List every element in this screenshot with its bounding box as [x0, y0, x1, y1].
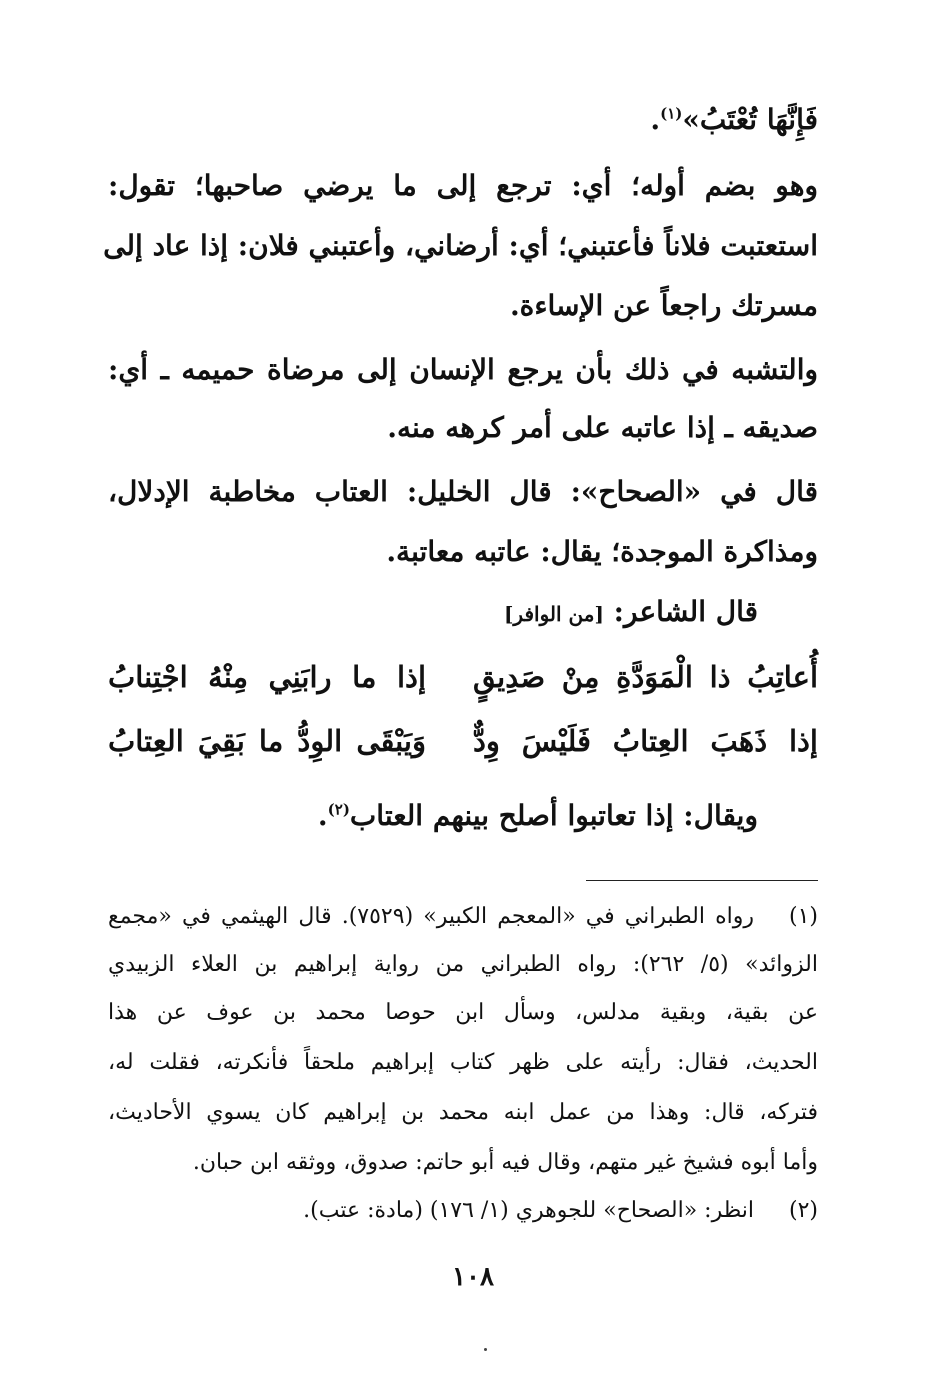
paragraph-1-line-1: وهو بضم أوله؛ أي: ترجع إلى ما يرضي صاحبها؛ تقول: — [108, 169, 818, 202]
paragraph-1-line-3: مسرتك راجعاً عن الإساءة. — [509, 289, 818, 322]
footnote-1-number: (١) — [788, 904, 818, 929]
verse-2 — [108, 724, 818, 768]
paragraph-2-line-1: والتشبه في ذلك بأن يرجع الإنسان إلى مرضاة حميمه ـ أي: — [108, 353, 818, 386]
verse-2-first-hemistich: إذا ذَهَبَ العِتابُ فَلَيْسَ وِدٌّ — [473, 724, 818, 758]
footnote-1-text: وأما أبوه فشيخ غير متهم، وقال فيه أبو حاتم: صدوق، ووثقه ابن حبان. — [192, 1150, 818, 1175]
punctuation: . — [650, 103, 661, 136]
footnote-1-text: فتركه، قال: وهذا من عمل ابنه محمد بن إبراهيم كان يسوي الأحاديث، — [108, 1100, 818, 1125]
punctuation: . — [317, 799, 328, 832]
verse-1-first-hemistich: أُعاتِبُ ذا الْمَوَدَّةِ مِنْ صَدِيقٍ — [473, 660, 818, 694]
quote-ending: فَإِنَّهَا تُعْتَبُ» — [682, 103, 818, 136]
scan-speck — [484, 1348, 487, 1351]
footnote-1-text: رواه الطبراني في «المعجم الكبير» (٧٥٢٩). قال الهيثمي في «مجمع — [108, 904, 754, 929]
body-line-1 — [108, 100, 818, 140]
closing-line — [108, 796, 758, 836]
poet-intro-text: قال الشاعر: — [613, 595, 758, 628]
footnote-1-text: الحديث، فقال: رأيته على ظهر كتاب إبراهيم ملحقاً فأنكرته، فقلت له، — [108, 1050, 818, 1075]
footnote-separator — [586, 880, 818, 881]
meter-label: [من الوافر] — [503, 602, 604, 626]
paragraph-3-line-2: ومذاكرة الموجدة؛ يقال: عاتبه معاتبة. — [386, 535, 818, 568]
footnote-ref-2[interactable]: (٢) — [327, 800, 350, 819]
poet-intro — [108, 592, 758, 634]
footnote-2-text: انظر: «الصحاح» للجوهري (١/ ١٧٦) (مادة: عتب). — [303, 1198, 754, 1223]
footnote-1-text: عن بقية، وبقية مدلس، وسأل ابن حوصا محمد بن عوف عن هذا — [108, 1000, 818, 1025]
verse-1 — [108, 660, 818, 704]
paragraph-3-line-1: قال في «الصحاح»: قال الخليل: العتاب مخاطبة الإدلال، — [108, 475, 818, 508]
verse-1-second-hemistich: إذا ما رابَنِي مِنْهُ اجْتِنابُ — [108, 660, 426, 694]
verse-2-second-hemistich: وَيَبْقَى الوِدُّ ما بَقِيَ العِتابُ — [108, 724, 426, 758]
footnote-1-text: الزوائد» (٥/ ٢٦٢): رواه الطبراني من رواية إبراهيم بن العلاء الزبيدي — [108, 952, 818, 977]
paragraph-1-line-2: استعتبت فلاناً فأعتبني؛ أي: أرضاني، وأعتبني فلان: إذا عاد إلى — [103, 229, 818, 262]
footnote-ref-1[interactable]: (١) — [660, 104, 683, 123]
footnote-2-number: (٢) — [788, 1198, 818, 1223]
paragraph-2-line-2: صديقه ـ إذا عاتبه على أمر كرهه منه. — [387, 411, 818, 444]
page-number: ١٠٨ — [452, 1262, 494, 1292]
closing-text: ويقال: إذا تعاتبوا أصلح بينهم العتاب — [349, 799, 758, 832]
